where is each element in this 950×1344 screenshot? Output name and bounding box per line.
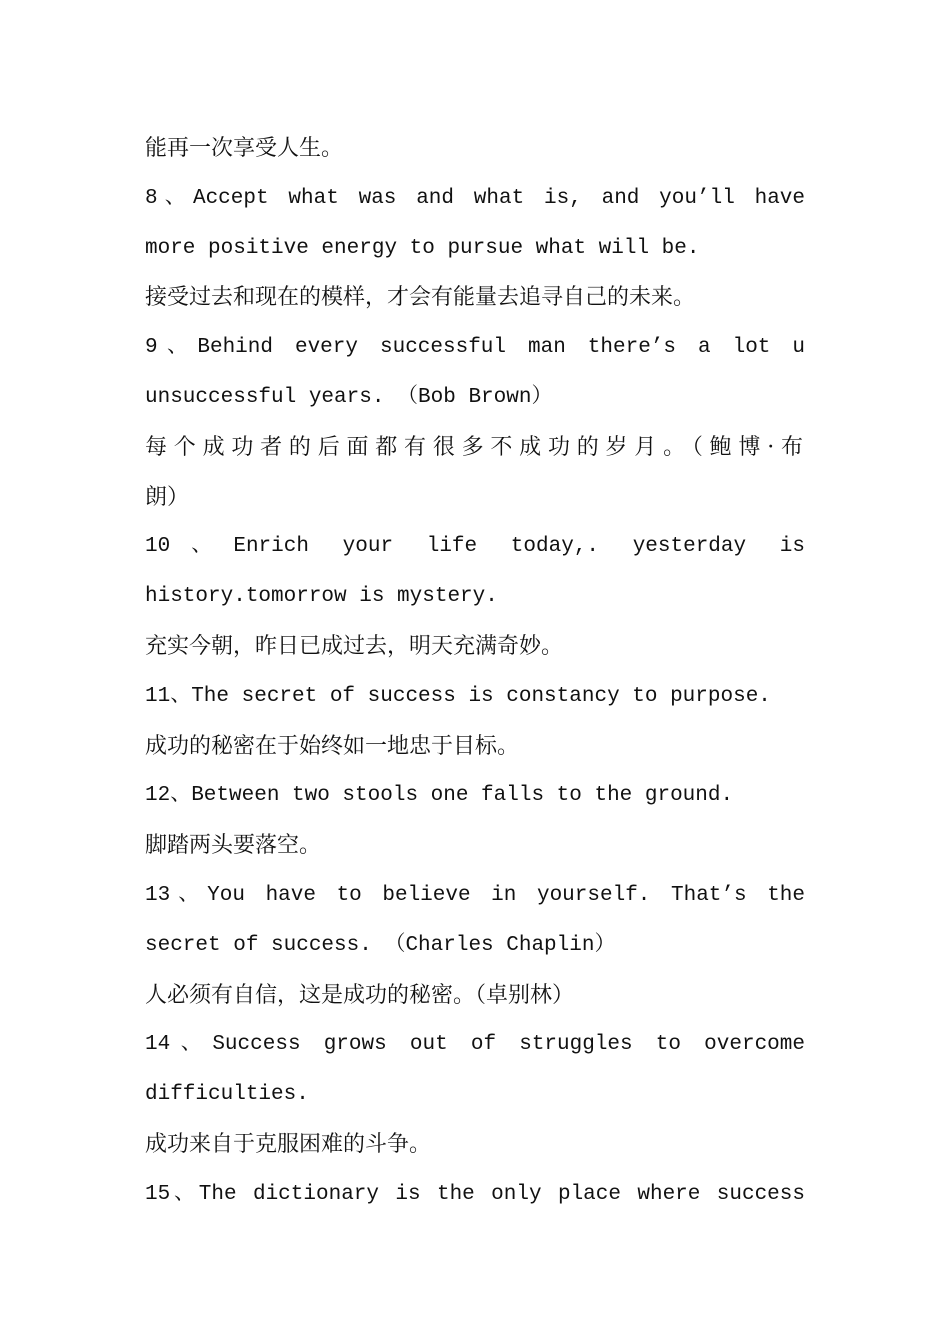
text-line: history.tomorrow is mystery. <box>145 585 498 609</box>
document-body <box>145 124 805 1220</box>
text-line: 9、Behind every successful man there’s a lot u <box>145 336 805 360</box>
text-line: 13、You have to believe in yourself. That’s the <box>145 883 805 907</box>
text-line: 每个成功者的后面都有很多不成功的岁月。（鲍博·布 <box>145 434 805 460</box>
text-line: 成功来自于克服困难的斗争。 <box>145 1131 432 1157</box>
text-line: 8、Accept what was and what is, and you’ll have <box>145 186 805 210</box>
text-line: secret of success. （Charles Chaplin） <box>145 933 616 957</box>
text-line: 15、The dictionary is the only place where success <box>145 1182 805 1206</box>
text-line: 脚踏两头要落空。 <box>145 833 322 859</box>
text-line: more positive energy to pursue what will be. <box>145 236 700 260</box>
text-line: 成功的秘密在于始终如一地忠于目标。 <box>145 733 520 759</box>
text-line: 能再一次享受人生。 <box>145 136 344 161</box>
text-line: 充实今朝，昨日已成过去，明天充满奇妙。 <box>145 633 564 659</box>
text-line: 11、The secret of success is constancy to purpose. <box>145 684 771 708</box>
text-line: 14、Success grows out of struggles to overcome <box>145 1033 805 1057</box>
text-line: 接受过去和现在的模样，才会有能量去追寻自己的未来。 <box>145 285 696 311</box>
text-line: 10、Enrich your life today,. yesterday is <box>145 535 805 559</box>
text-line: unsuccessful years. （Bob Brown） <box>145 385 553 409</box>
text-line: 朗） <box>145 484 190 510</box>
text-line: difficulties. <box>145 1083 309 1107</box>
text-line: 12、Between two stools one falls to the ground. <box>145 784 734 808</box>
text-line: 人必须有自信，这是成功的秘密。（卓别林） <box>145 982 575 1008</box>
